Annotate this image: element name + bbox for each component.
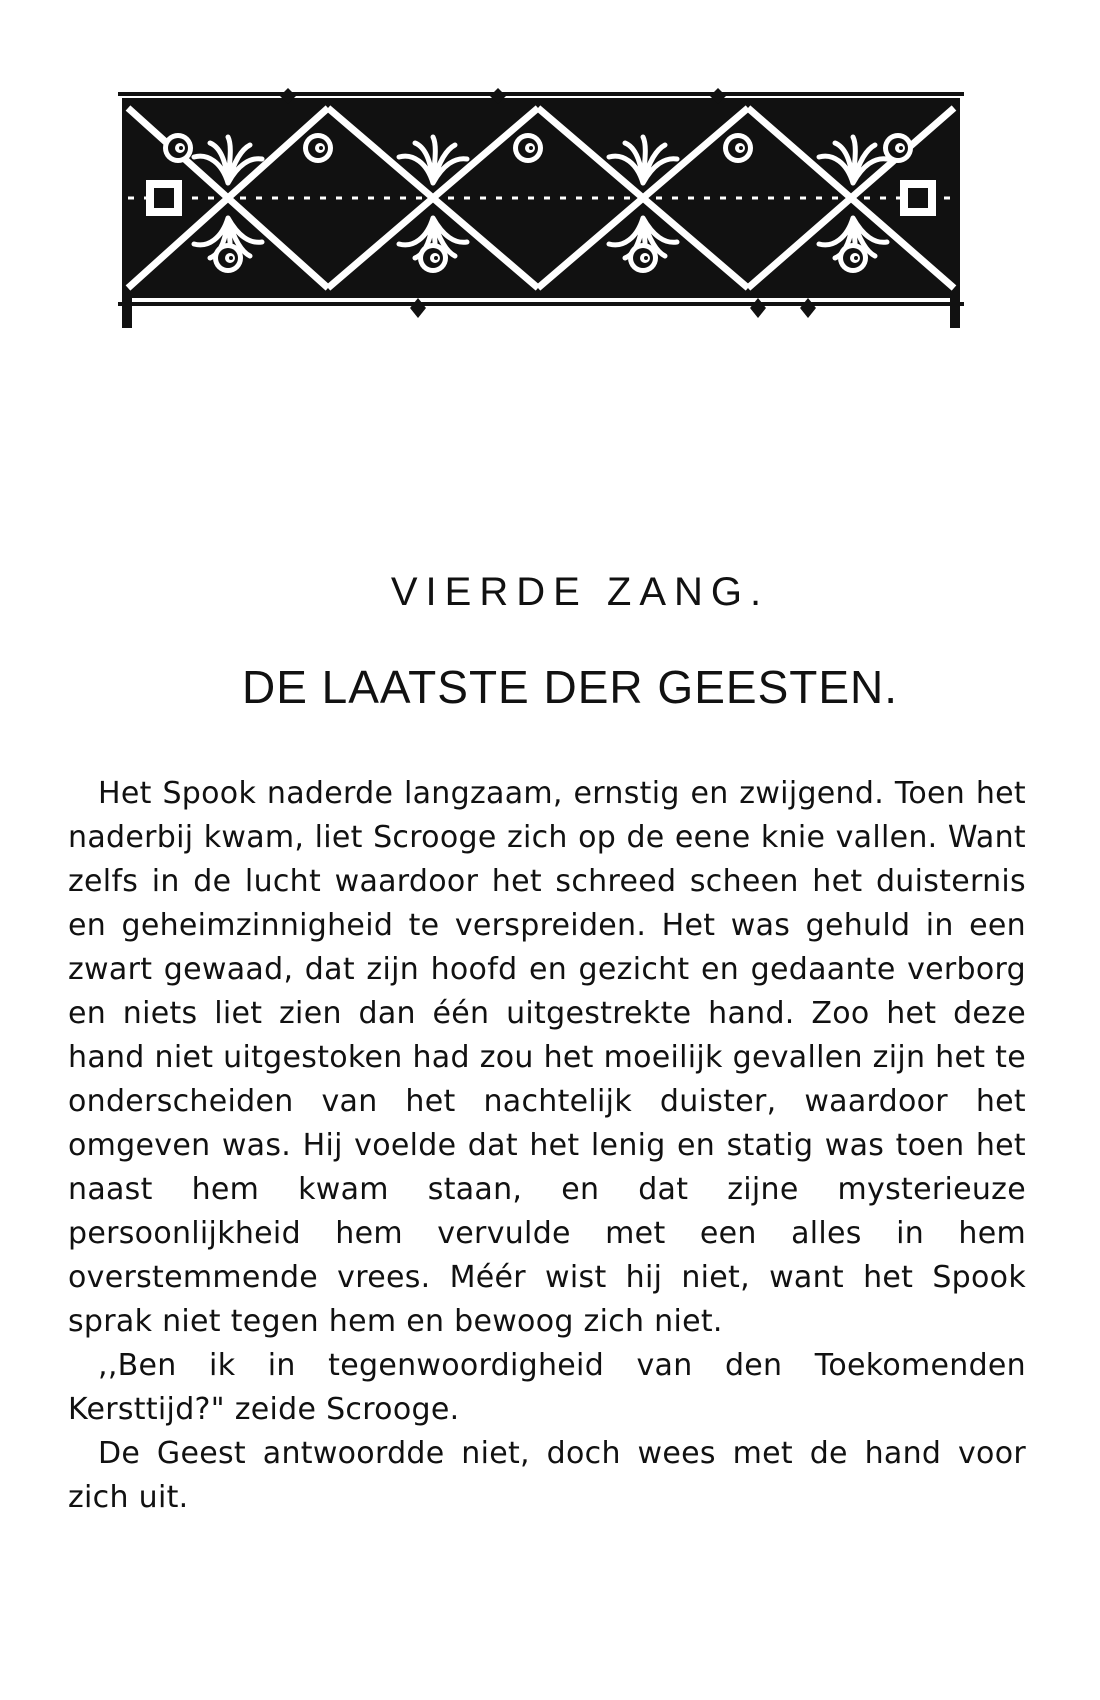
chapter-body	[68, 772, 1026, 1520]
paragraph: De Geest antwoordde niet, doch wees met de hand voor zich uit.	[68, 1436, 1026, 1515]
paragraph: ,,Ben ik in tegenwoordigheid van den Toekomenden Kersttijd?" zeide Scrooge.	[68, 1348, 1026, 1427]
paragraph: Het Spook naderde langzaam, ernstig en zwijgend. Toen het naderbij kwam, liet Scrooge zich op de eene knie vallen. Want zelfs in de lucht waardoor het schreed scheen het duisternis en geheimzinnigheid te verspreiden. Het was gehuld in een zwart gewaad, dat zijn hoofd en gezicht en gedaante verborg en niets liet zien dan één uitgestrekte hand. Zoo het deze hand niet uitgestoken had zou het moeilijk gevallen zijn het te onderscheiden van het nachtelijk duister, waardoor het omgeven was. Hij voelde dat het lenig en statig was toen het naast hem kwam staan, en dat zijne mysterieuze persoonlijkheid hem vervulde met een alles in hem overstemmende vrees. Méér wist hij niet, want het Spook sprak niet tegen hem en bewoog zich niet.	[68, 776, 1026, 1339]
chapter-title: DE LAATSTE DER GEESTEN.	[241, 661, 899, 713]
chapter-number: VIERDE ZANG.	[390, 570, 770, 614]
decorative-scroll-band-icon	[118, 88, 964, 338]
